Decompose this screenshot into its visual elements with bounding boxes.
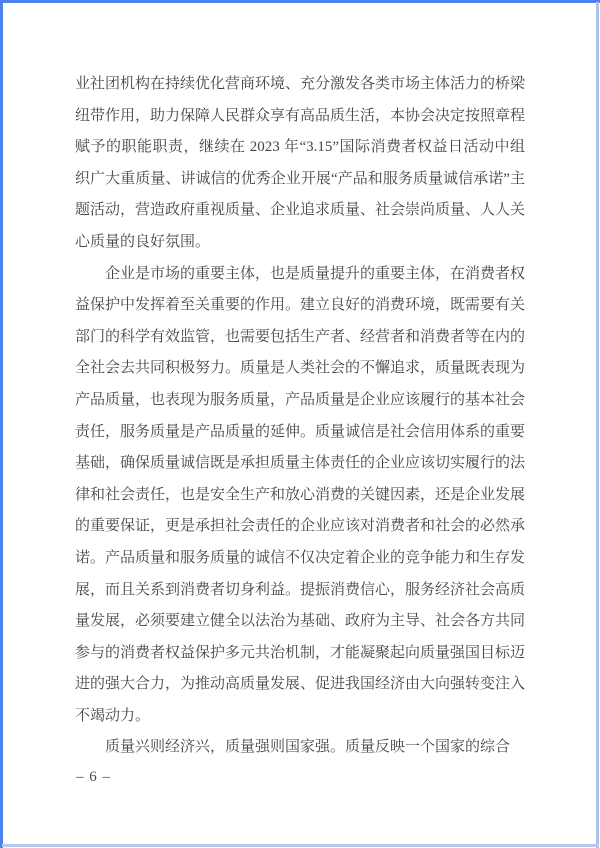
document-body: [75, 69, 525, 764]
scan-border-top: [0, 0, 600, 3]
scan-border-bottom: [2, 844, 599, 847]
scan-border-left: [0, 0, 3, 848]
page-number: – 6 –: [76, 769, 111, 785]
paragraph-continuation: 业社团机构在持续优化营商环境、充分激发各类市场主体活力的桥梁纽带作用，助力保障人民群众享有高品质生活，本协会决定按照章程赋予的职能职责，继续在 2023 年“3.15”国际消费者权益日活动中组织广大重质量、讲诚信的优秀企业开展“产品和服务质量诚信承诺”主题活动，营造政府重视质量、企业追求质量、社会崇尚质量、人人关心质量的良好氛围。: [75, 76, 526, 250]
scan-border-right: [596, 2, 599, 848]
paragraph: 企业是市场的重要主体，也是质量提升的重要主体，在消费者权益保护中发挥着至关重要的作用。建立良好的消费环境，既需要有关部门的科学有效监管，也需要包括生产者、经营者和消费者等在内的全社会去共同积极努力。质量是人类社会的不懈追求，质量既表现为产品质量，也表现为服务质量，产品质量是企业应该履行的基本社会责任，服务质量是产品质量的延伸。质量诚信是社会信用体系的重要基础，确保质量诚信既是承担质量主体责任的企业应该切实履行的法律和社会责任，也是安全生产和放心消费的关键因素，还是企业发展的重要保证，更是承担社会责任的企业应该对消费者和社会的必然承诺。产品质量和服务质量的诚信不仅决定着企业的竞争能力和生存发展，而且关系到消费者切身利益。提振消费信心，服务经济社会高质量发展，必须要建立健全以法治为基础、政府为主导、社会各方共同参与的消费者权益保护多元共治机制，才能凝聚起向质量强国目标迈进的强大合力，为推动高质量发展、促进我国经济由大向强转变注入不竭动力。: [75, 265, 526, 724]
paragraph: 质量兴则经济兴，质量强则国家强。质量反映一个国家的综合: [105, 739, 511, 756]
